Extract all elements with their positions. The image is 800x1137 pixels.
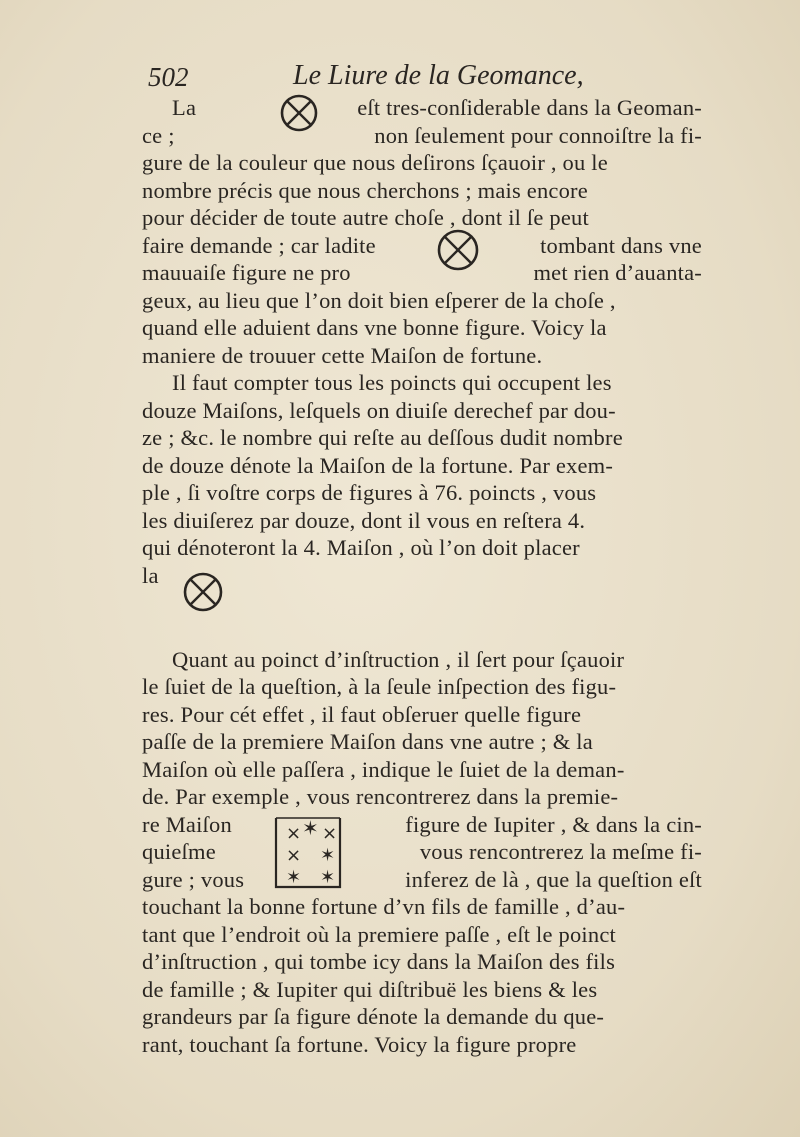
svg-text:✶: ✶ xyxy=(320,866,336,888)
text-line: ze ; &c. le nombre qui reſte au deſſous dudit nombre xyxy=(142,425,623,450)
text-line: geux, au lieu que l’on doit bien eſperer de la choſe , xyxy=(142,287,616,313)
part-of-fortune-icon xyxy=(181,570,225,614)
text-line: Maiſon où elle paſſera , indique le ſuiet de la deman- xyxy=(142,756,625,782)
text-line xyxy=(142,562,702,616)
text-line: qui dénoteront la 4. Maiſon , où l’on doit placer xyxy=(142,535,580,560)
text-line xyxy=(142,866,702,894)
text-line: le ſuiet de la queſtion, à la ſeule inſpection des figu- xyxy=(142,674,617,699)
text-line: ple , ſi voſtre corps de figures à 76. poincts , vous xyxy=(142,480,597,505)
text-line: gure de la couleur que nous deſirons ſçauoir , ou le xyxy=(142,150,608,175)
text-line xyxy=(142,122,702,150)
page-number: 502 xyxy=(148,62,189,92)
text-line xyxy=(142,259,702,287)
text-line: res. Pour cét effet , il faut obſeruer quelle figure xyxy=(142,701,582,727)
text-line: touchant la bonne fortune d’vn fils de famille , d’au- xyxy=(142,894,626,919)
running-title: Le Liure de la Geomance, xyxy=(293,60,584,91)
text-line: de. Par exemple , vous rencontrerez dans la premie- xyxy=(142,784,619,809)
figure-block xyxy=(142,811,702,894)
text-line: de famille ; & Iupiter qui diſtribuë les biens & les xyxy=(142,976,598,1002)
text-run: ce ; xyxy=(142,122,175,148)
text-run: met rien d’auanta- xyxy=(533,260,702,285)
text-run: faire demande ; car ladite xyxy=(142,232,376,258)
text-run: mauuaiſe figure ne pro xyxy=(142,260,351,285)
text-line xyxy=(142,811,702,839)
body-text xyxy=(142,94,702,1058)
svg-text:✶: ✶ xyxy=(302,815,319,840)
paragraph-gap xyxy=(142,616,702,646)
text-line xyxy=(142,94,702,122)
text-run: vous rencontrerez la meſme fi- xyxy=(419,839,702,864)
text-line: rant, touchant ſa fortune. Voicy la figure propre xyxy=(142,1031,577,1057)
svg-text:×: × xyxy=(286,822,302,844)
text-run: non ſeulement pour connoiſtre la fi- xyxy=(374,122,702,148)
text-line: les diuiſerez par douze, dont il vous en reſtera 4. xyxy=(142,507,586,533)
text-line: paſſe de la premiere Maiſon dans vne autre ; & la xyxy=(142,729,593,754)
text-line xyxy=(142,232,702,260)
svg-text:×: × xyxy=(286,844,302,866)
text-line: grandeurs par ſa figure dénote la demande du que- xyxy=(142,1004,605,1029)
text-line: tant que l’endroit où la premiere paſſe , eſt le poinct xyxy=(142,921,616,947)
text-run: gure ; vous xyxy=(142,866,245,892)
text-line: d’inſtruction , qui tombe icy dans la Maiſon des fils xyxy=(142,949,616,974)
text-run: inferez de là , que la queſtion eſt xyxy=(405,866,702,892)
text-run: La xyxy=(172,95,197,120)
text-line: Quant au poinct d’inſtruction , il ſert pour ſçauoir xyxy=(172,646,625,672)
part-of-fortune-icon xyxy=(278,92,320,134)
svg-text:✶: ✶ xyxy=(320,844,336,866)
text-line xyxy=(142,838,702,866)
text-line: pour décider de toute autre choſe , dont il ſe peut xyxy=(142,205,589,230)
text-run: figure de Iupiter , & dans la cin- xyxy=(405,811,702,837)
text-run: tombant dans vne xyxy=(540,232,702,258)
text-run: la xyxy=(142,562,159,588)
text-line: maniere de trouuer cette Maiſon de fortune. xyxy=(142,342,543,368)
text-line: de douze dénote la Maiſon de la fortune. Par exem- xyxy=(142,452,614,478)
svg-text:×: × xyxy=(322,822,338,844)
text-line: douze Maiſons, leſquels on diuiſe derechef par dou- xyxy=(142,397,616,423)
text-line: Il faut compter tous les poincts qui occupent les xyxy=(172,370,612,395)
text-run: eſt tres-conſiderable dans la Geoman- xyxy=(357,95,702,120)
text-line: nombre précis que nous cherchons ; mais encore xyxy=(142,177,588,203)
geomantic-figure-icon xyxy=(272,815,344,891)
part-of-fortune-icon xyxy=(435,227,481,273)
text-run: quieſme xyxy=(142,839,216,864)
text-run: re Maiſon xyxy=(142,811,232,837)
text-line: quand elle aduient dans vne bonne figure. Voicy la xyxy=(142,315,607,340)
svg-text:✶: ✶ xyxy=(286,866,302,888)
